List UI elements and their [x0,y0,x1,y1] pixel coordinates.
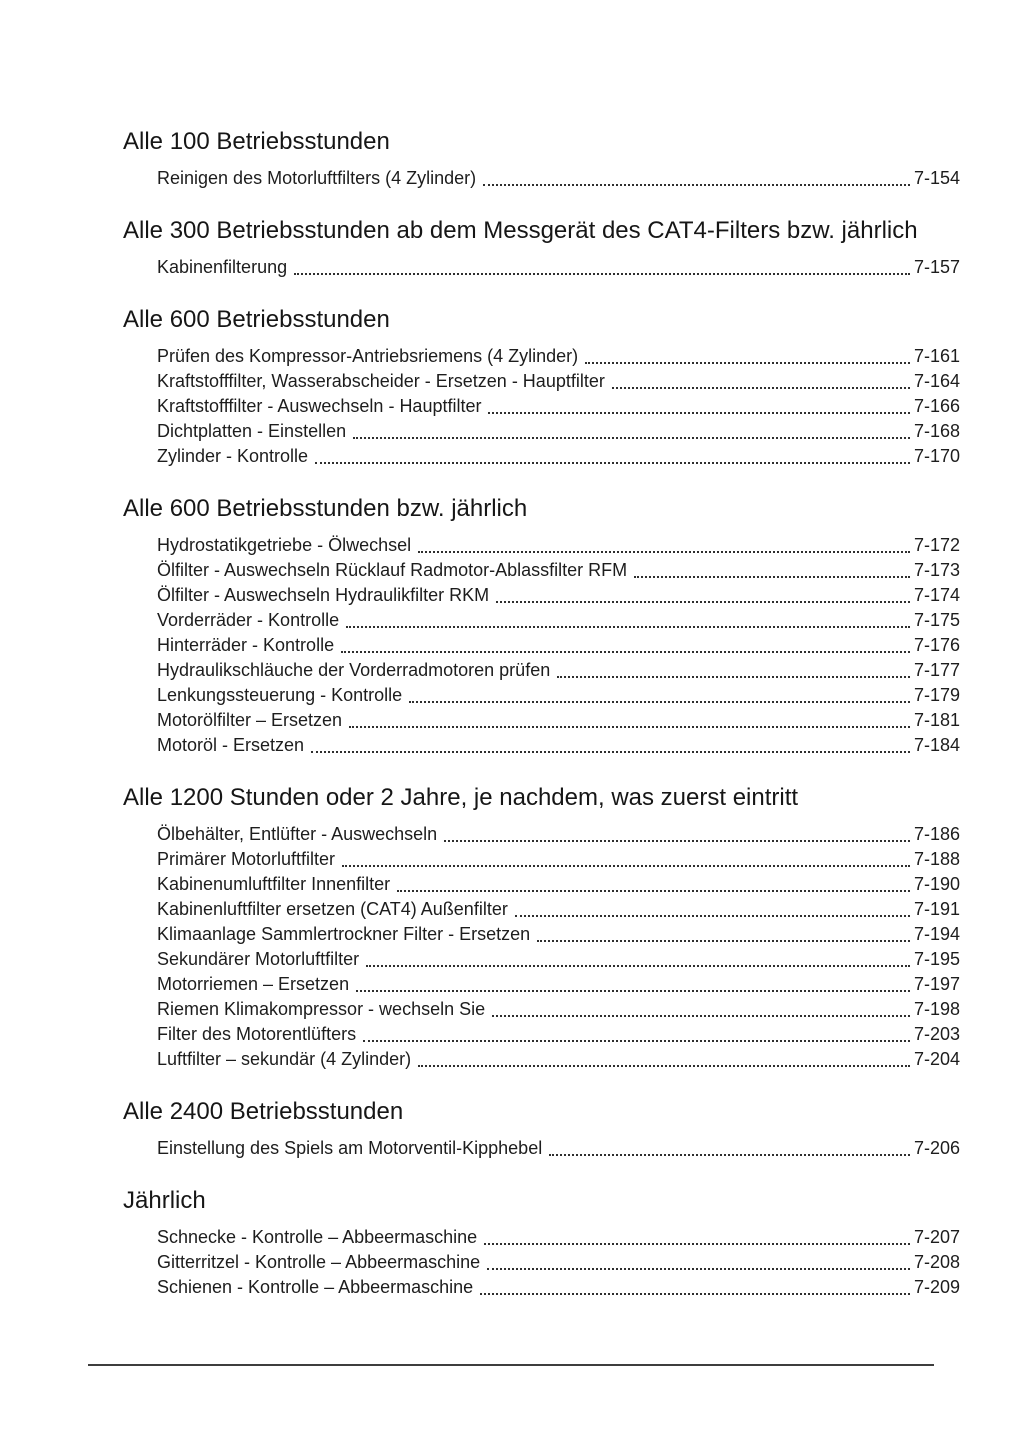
toc-section-heading: Alle 600 Betriebsstunden bzw. jährlich [123,495,528,522]
toc-section-100h [123,126,960,191]
toc-page-number: 7-177 [913,660,960,680]
toc-item [123,872,960,897]
toc-page-number: 7-175 [913,610,960,630]
dot-leader [585,362,910,364]
toc-item [123,558,960,583]
dot-leader [294,273,910,275]
toc-item [123,897,960,922]
toc-item [123,166,960,191]
toc-item-title: Gitterritzel - Kontrolle – Abbeermaschine [157,1252,481,1272]
toc-section-2400h [123,1096,960,1161]
toc-item-title: Motorriemen – Ersetzen [157,974,350,994]
dot-leader [341,651,910,653]
toc-item-title: Hydrostatikgetriebe - Ölwechsel [157,535,412,555]
toc-section-heading: Alle 2400 Betriebsstunden [123,1098,404,1125]
dot-leader [549,1154,910,1156]
toc-page-number: 7-194 [913,924,960,944]
dot-leader [537,940,910,942]
dot-leader [484,1243,910,1245]
toc-page-number: 7-190 [913,874,960,894]
toc-page-number: 7-184 [913,735,960,755]
dot-leader [483,184,910,186]
toc-item-title: Klimaanlage Sammlertrockner Filter - Ersetzen [157,924,531,944]
toc-page-number: 7-168 [913,421,960,441]
toc-item-title: Kraftstofffilter, Wasserabscheider - Ersetzen - Hauptfilter [157,371,605,391]
toc-item [123,394,960,419]
toc-item-title: Ölfilter - Auswechseln Rücklauf Radmotor-Ablassfilter RFM [157,560,628,580]
dot-leader [492,1015,910,1017]
toc-page-number: 7-173 [913,560,960,580]
toc-item-title: Kabinenfilterung [157,257,288,277]
toc-item [123,533,960,558]
toc-item [123,344,960,369]
dot-leader [612,387,910,389]
dot-leader [515,915,910,917]
toc-item-title: Luftfilter – sekundär (4 Zylinder) [157,1049,412,1069]
toc-item-title: Vorderräder - Kontrolle [157,610,340,630]
dot-leader [366,965,910,967]
toc-item [123,1250,960,1275]
toc-page-number: 7-154 [913,168,960,188]
dot-leader [311,751,910,753]
toc-item [123,583,960,608]
toc-item-title: Motorölfilter – Ersetzen [157,710,343,730]
toc-item [123,683,960,708]
toc-item-title: Schienen - Kontrolle – Abbeermaschine [157,1277,474,1297]
toc-page-number: 7-204 [913,1049,960,1069]
toc-page-number: 7-172 [913,535,960,555]
toc-item-title: Einstellung des Spiels am Motorventil-Kipphebel [157,1138,543,1158]
dot-leader [349,726,910,728]
toc-item [123,1275,960,1300]
toc-item [123,444,960,469]
dot-leader [444,840,910,842]
toc-item [123,658,960,683]
toc-item-title: Motoröl - Ersetzen [157,735,305,755]
toc-item-title: Hinterräder - Kontrolle [157,635,335,655]
toc-page-number: 7-208 [913,1252,960,1272]
dot-leader [356,990,910,992]
toc-item-title: Hydraulikschläuche der Vorderradmotoren prüfen [157,660,551,680]
toc-item-title: Zylinder - Kontrolle [157,446,309,466]
toc-page-number: 7-157 [913,257,960,277]
toc-page-number: 7-186 [913,824,960,844]
toc-page-number: 7-195 [913,949,960,969]
toc-section-heading: Alle 100 Betriebsstunden [123,128,390,155]
toc-section-600h-jaehrlich [123,493,960,758]
toc-section-heading: Alle 300 Betriebsstunden ab dem Messgerät des CAT4-Filters bzw. jährlich [123,217,918,244]
dot-leader [342,865,910,867]
dot-leader [480,1293,910,1295]
dot-leader [315,462,910,464]
toc-item [123,369,960,394]
toc-page-number: 7-164 [913,371,960,391]
toc-item [123,847,960,872]
toc-item-title: Filter des Motorentlüfters [157,1024,357,1044]
toc-item [123,633,960,658]
toc-item-title: Ölbehälter, Entlüfter - Auswechseln [157,824,438,844]
toc-page-number: 7-166 [913,396,960,416]
toc-item-title: Ölfilter - Auswechseln Hydraulikfilter RKM [157,585,490,605]
toc-page-number: 7-203 [913,1024,960,1044]
toc-page-number: 7-176 [913,635,960,655]
toc-page-number: 7-206 [913,1138,960,1158]
toc-item-title: Kabinenluftfilter ersetzen (CAT4) Außenfilter [157,899,508,919]
dot-leader [557,676,910,678]
toc-item-title: Reinigen des Motorluftfilters (4 Zylinder) [157,168,477,188]
toc-section-300h [123,215,960,280]
toc-item [123,608,960,633]
toc-section-heading: Jährlich [123,1187,206,1214]
toc-item [123,972,960,997]
toc-item [123,1136,960,1161]
toc-item-title: Prüfen des Kompressor-Antriebsriemens (4 Zylinder) [157,346,579,366]
toc-item [123,255,960,280]
dot-leader [409,701,910,703]
toc-section-1200h [123,782,960,1072]
toc-page-number: 7-209 [913,1277,960,1297]
dot-leader [346,626,910,628]
toc-item [123,947,960,972]
toc-item-title: Lenkungssteuerung - Kontrolle [157,685,403,705]
toc-item-title: Schnecke - Kontrolle – Abbeermaschine [157,1227,478,1247]
toc-section-600h [123,304,960,469]
toc-item [123,922,960,947]
toc-item [123,733,960,758]
toc-item-title: Sekundärer Motorluftfilter [157,949,360,969]
toc-item-title: Primärer Motorluftfilter [157,849,336,869]
toc-item-title: Dichtplatten - Einstellen [157,421,347,441]
toc-item [123,419,960,444]
toc-page-number: 7-181 [913,710,960,730]
toc-page-number: 7-161 [913,346,960,366]
toc-section-jaehrlich [123,1185,960,1300]
toc-item [123,1047,960,1072]
toc-page-number: 7-174 [913,585,960,605]
toc-item-title: Kabinenumluftfilter Innenfilter [157,874,391,894]
footer-divider [88,1364,934,1366]
toc-page-number: 7-191 [913,899,960,919]
dot-leader [418,551,910,553]
toc-item [123,997,960,1022]
dot-leader [488,412,909,414]
toc-item-title: Kraftstofffilter - Auswechseln - Hauptfilter [157,396,482,416]
toc-item-title: Riemen Klimakompressor - wechseln Sie [157,999,486,1019]
dot-leader [487,1268,910,1270]
dot-leader [397,890,910,892]
toc-item [123,822,960,847]
toc-page-number: 7-179 [913,685,960,705]
toc-page-number: 7-207 [913,1227,960,1247]
toc-section-heading: Alle 1200 Stunden oder 2 Jahre, je nachdem, was zuerst eintritt [123,784,799,811]
toc-page-number: 7-198 [913,999,960,1019]
dot-leader [418,1065,910,1067]
toc-page-number: 7-170 [913,446,960,466]
toc-item [123,1022,960,1047]
toc-section-heading: Alle 600 Betriebsstunden [123,306,390,333]
toc-item [123,1225,960,1250]
dot-leader [353,437,910,439]
toc-item [123,708,960,733]
dot-leader [363,1040,910,1042]
toc-page-number: 7-188 [913,849,960,869]
dot-leader [496,601,910,603]
toc-page-number: 7-197 [913,974,960,994]
dot-leader [634,576,910,578]
